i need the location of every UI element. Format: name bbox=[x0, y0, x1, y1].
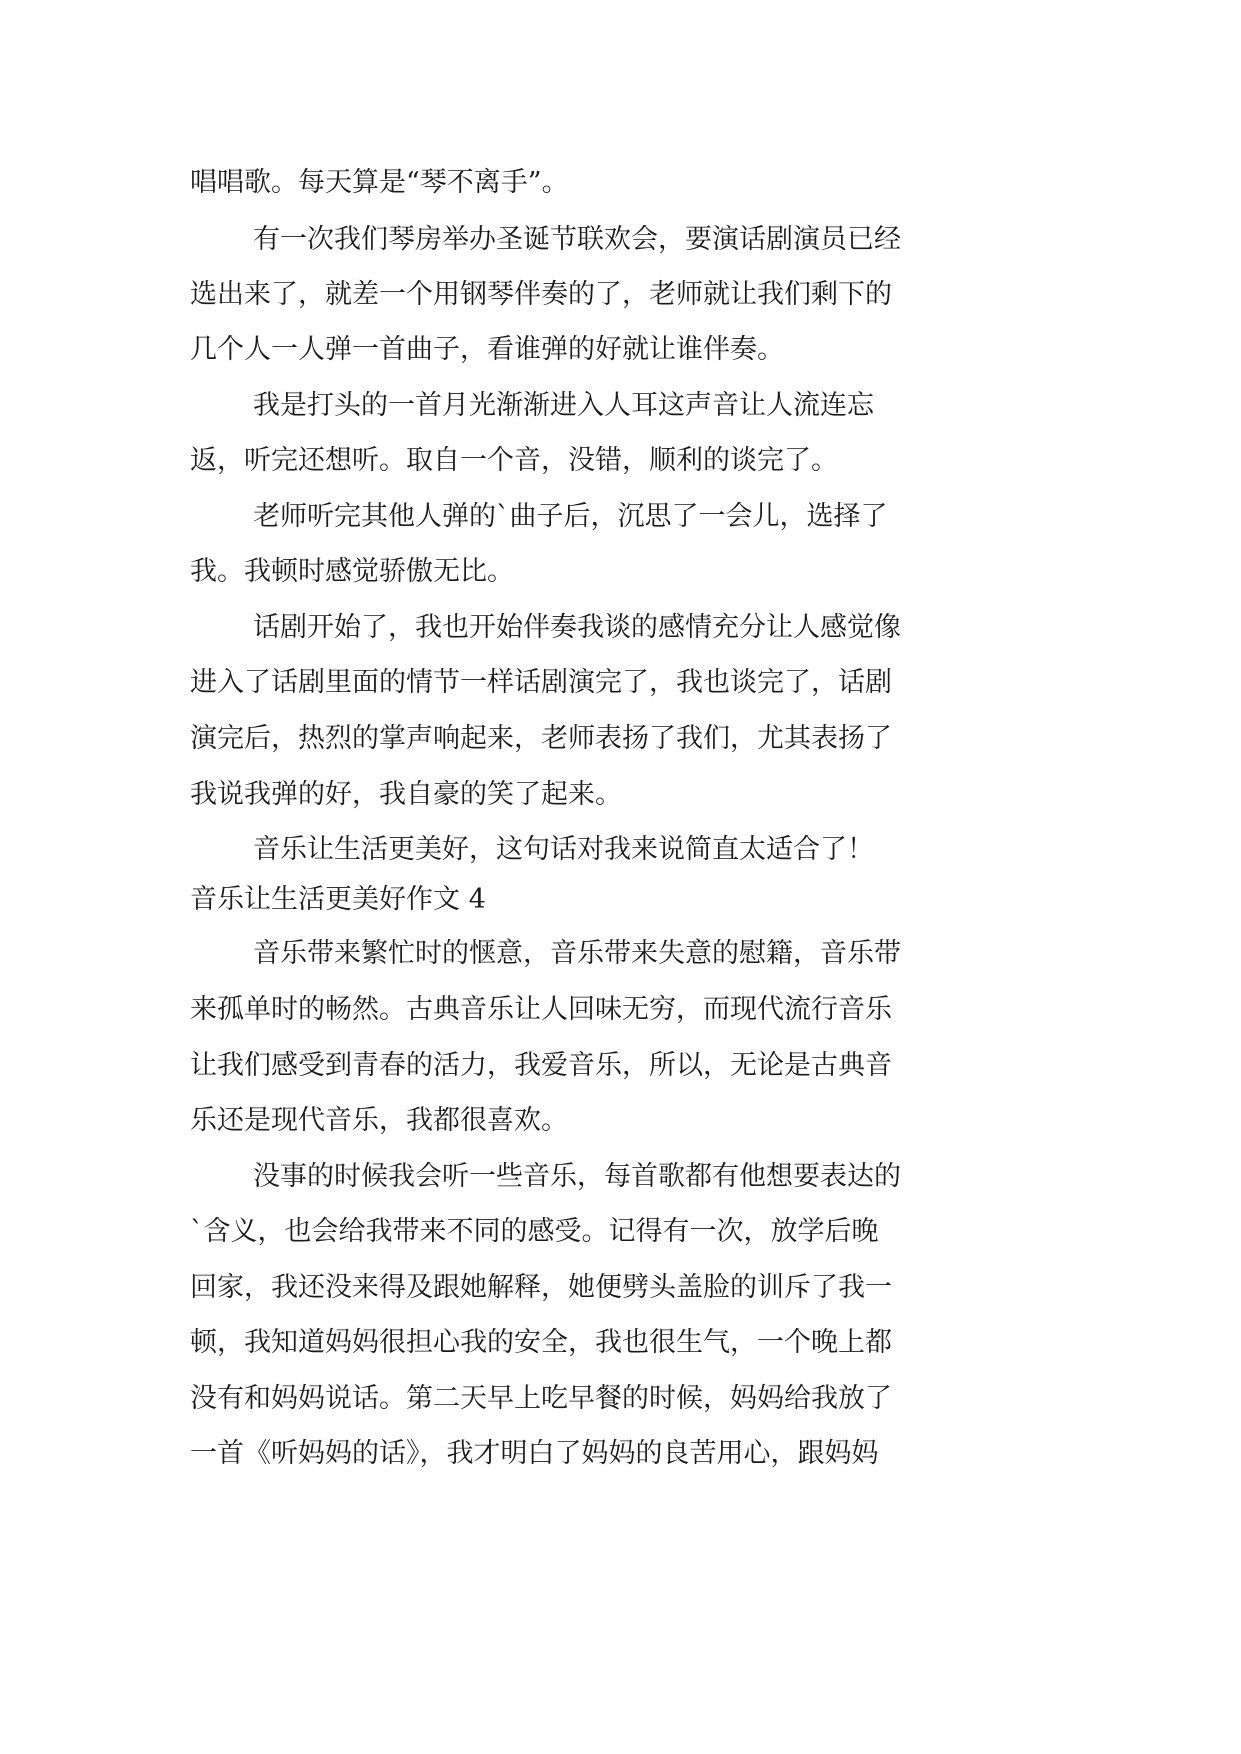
paragraph-first-line: 我是打头的一首月光渐渐进入人耳这声音让人流连忘 bbox=[253, 390, 874, 421]
text-line: 回家，我还没来得及跟她解释，她便劈头盖脸的训斥了我一 bbox=[190, 1272, 892, 1303]
paragraph-first-line: 音乐带来繁忙时的惬意，音乐带来失意的慰籍，音乐带 bbox=[253, 938, 901, 969]
text-line: 返，听完还想听。取自一个音，没错，顺利的谈完了。 bbox=[190, 445, 838, 476]
paragraph-first-line: 没事的时候我会听一些音乐，每首歌都有他想要表达的 bbox=[253, 1161, 901, 1192]
text-line: 我。我顿时感觉骄傲无比。 bbox=[190, 556, 514, 587]
text-line: 一首《听妈妈的话》，我才明白了妈妈的良苦用心，跟妈妈 bbox=[190, 1438, 879, 1469]
text-line: 我说我弹的好，我自豪的笑了起来。 bbox=[190, 779, 622, 810]
text-line: 乐还是现代音乐，我都很喜欢。 bbox=[190, 1105, 568, 1136]
text-line: 演完后，热烈的掌声响起来，老师表扬了我们，尤其表扬了 bbox=[190, 723, 892, 754]
paragraph-first-line: 音乐让生活更美好，这句话对我来说简直太适合了！ bbox=[253, 834, 874, 865]
text-line: 来孤单时的畅然。古典音乐让人回味无穷，而现代流行音乐 bbox=[190, 994, 892, 1025]
text-line: `含义，也会给我带来不同的感受。记得有一次，放学后晚 bbox=[190, 1216, 879, 1247]
paragraph-first-line: 老师听完其他人弹的`曲子后，沉思了一会儿，选择了 bbox=[253, 501, 888, 532]
paragraph-first-line: 话剧开始了，我也开始伴奏我谈的感情充分让人感觉像 bbox=[253, 612, 901, 643]
text-line: 进入了话剧里面的情节一样话剧演完了，我也谈完了，话剧 bbox=[190, 667, 892, 698]
text-line: 几个人一人弹一首曲子，看谁弹的好就让谁伴奏。 bbox=[190, 334, 784, 365]
section-heading: 音乐让生活更美好作文 4 bbox=[190, 884, 486, 915]
text-line: 让我们感受到青春的活力，我爱音乐，所以，无论是古典音 bbox=[190, 1050, 892, 1081]
text-line: 选出来了，就差一个用钢琴伴奏的了，老师就让我们剩下的 bbox=[190, 279, 892, 310]
text-line: 顿，我知道妈妈很担心我的安全，我也很生气，一个晚上都 bbox=[190, 1327, 892, 1358]
text-line: 没有和妈妈说话。第二天早上吃早餐的时候，妈妈给我放了 bbox=[190, 1383, 892, 1414]
text-line: 唱唱歌。每天算是“琴不离手”。 bbox=[190, 167, 569, 198]
paragraph-first-line: 有一次我们琴房举办圣诞节联欢会，要演话剧演员已经 bbox=[253, 224, 901, 255]
